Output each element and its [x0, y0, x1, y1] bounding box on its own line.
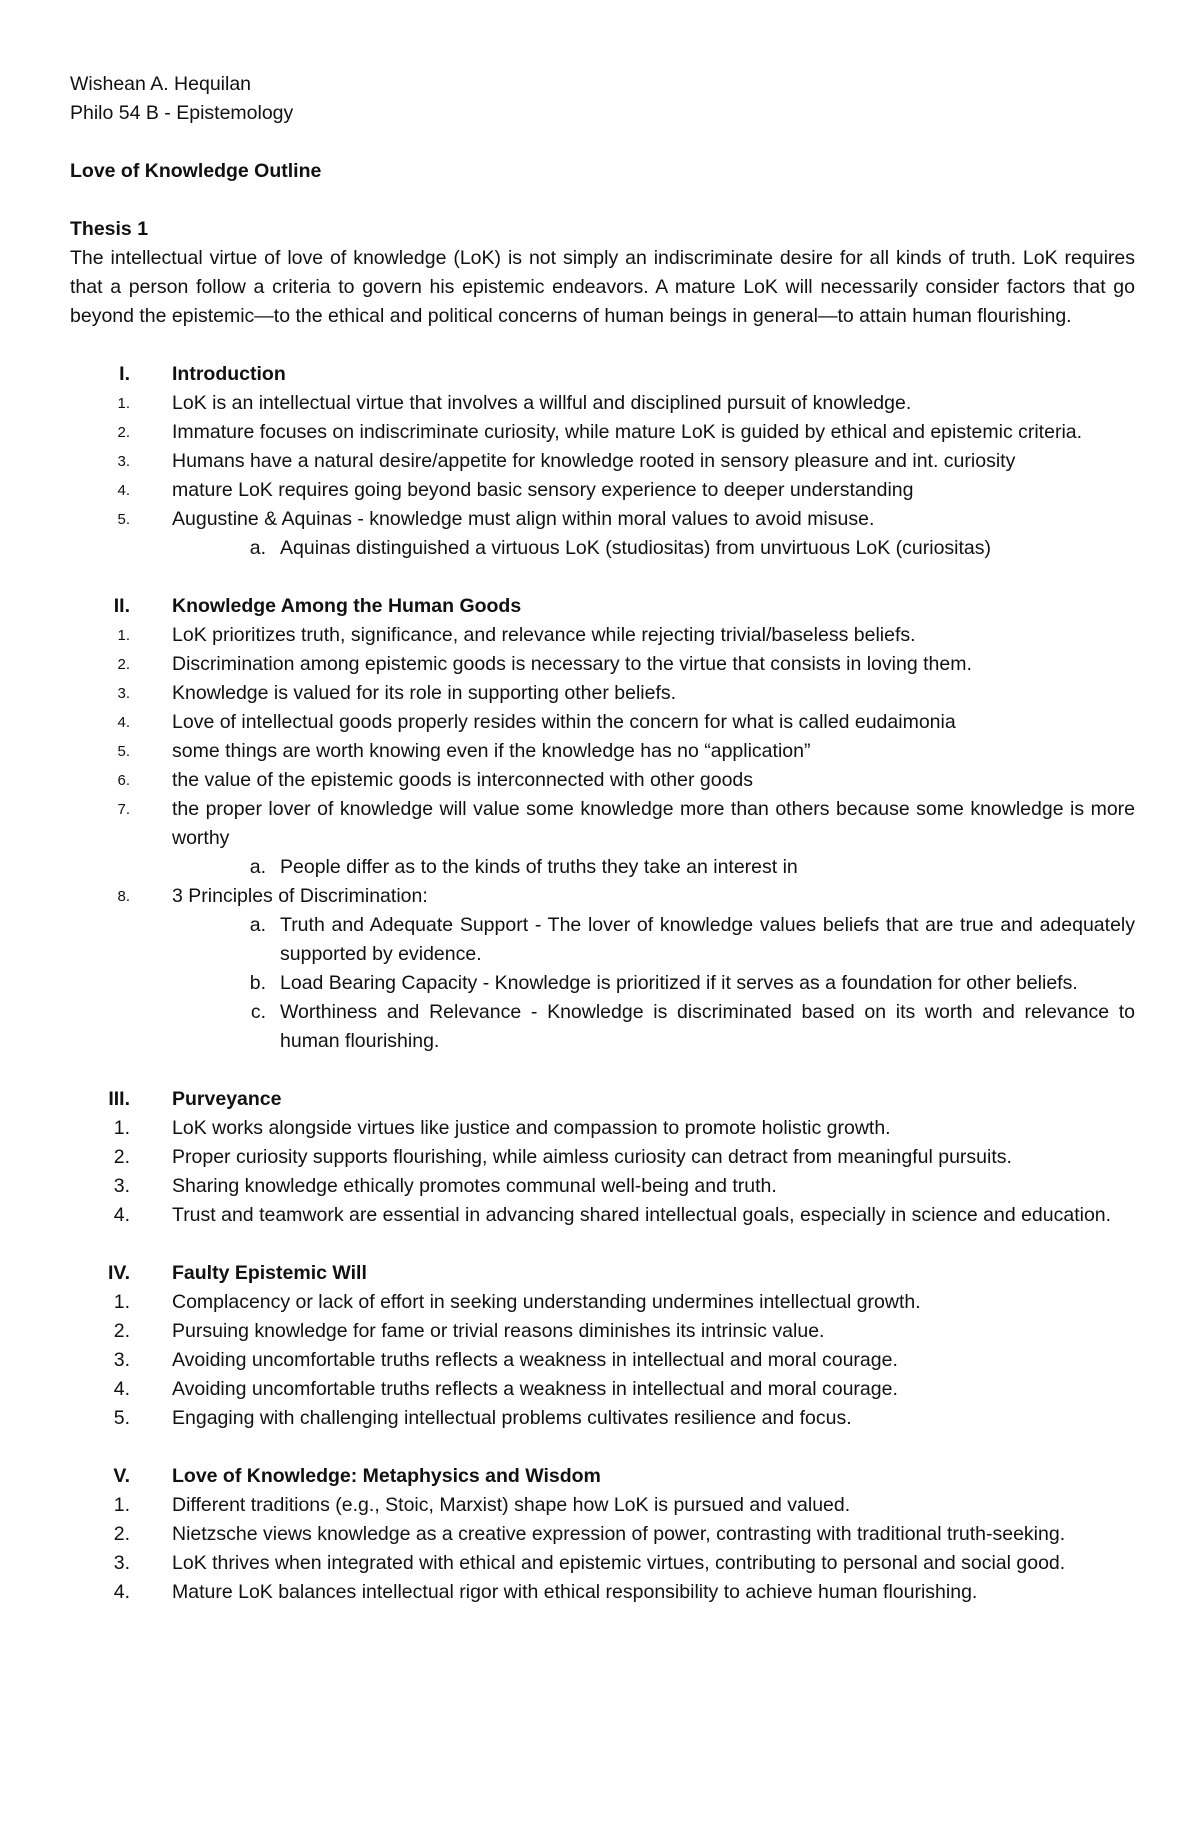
list-item: [70, 1288, 1135, 1317]
item-number: 2.: [113, 1523, 130, 1545]
section-title: Introduction: [172, 363, 286, 385]
item-body: [172, 679, 1135, 708]
sub-item-text: People differ as to the kinds of truths they take an interest in: [280, 856, 798, 878]
course-name: Philo 54 B - Epistemology: [70, 102, 294, 124]
item-number: 3.: [113, 1175, 130, 1197]
outline-sections: [70, 360, 1135, 1607]
item-body: [172, 1172, 1135, 1201]
item-body: [172, 1578, 1135, 1607]
section-heading: [70, 360, 1135, 389]
list-item: [70, 679, 1135, 708]
item-number: 3.: [113, 1552, 130, 1574]
sub-item-letter: c.: [250, 1001, 266, 1023]
sub-item-list: [70, 853, 1135, 882]
item-text: the value of the epistemic goods is interconnected with other goods: [172, 769, 754, 791]
thesis-heading: Thesis 1: [70, 218, 149, 240]
item-body: [172, 1114, 1135, 1143]
section-heading: [70, 592, 1135, 621]
item-body: [172, 1288, 1135, 1317]
section-title: Faulty Epistemic Will: [172, 1262, 367, 1284]
section-title: Purveyance: [172, 1088, 282, 1110]
thesis-text: The intellectual virtue of love of knowledge (LoK) is not simply an indiscriminate desire for all kinds of truth. LoK requires that a person follow a criteria to govern his epistemic endeavors. A mature LoK will necessarily consider factors that go beyond the epistemic—to the ethical and political concerns of human beings in general—to attain human flourishing.: [70, 247, 1135, 327]
item-body: [172, 737, 1135, 766]
item-number: 5.: [117, 743, 130, 760]
item-body: [172, 708, 1135, 737]
item-number: 2.: [117, 656, 130, 673]
item-number: 4.: [117, 714, 130, 731]
sub-item-list: [70, 911, 1135, 1056]
item-body: [172, 447, 1135, 476]
list-item: [70, 766, 1135, 795]
item-number: 4.: [113, 1378, 130, 1400]
item-body: [172, 1549, 1135, 1578]
author-name: Wishean A. Hequilan: [70, 73, 252, 95]
item-number: 6.: [117, 772, 130, 789]
list-item: [70, 1114, 1135, 1143]
sub-item-letter: a.: [249, 537, 266, 559]
item-body: [172, 650, 1135, 679]
item-number: 1.: [117, 627, 130, 644]
item-text: LoK works alongside virtues like justice and compassion to promote holistic growth.: [172, 1117, 891, 1139]
item-body: [172, 1317, 1135, 1346]
item-text: Sharing knowledge ethically promotes communal well-being and truth.: [172, 1175, 777, 1197]
item-number: 3.: [117, 453, 130, 470]
sub-item-text: Truth and Adequate Support - The lover of knowledge values beliefs that are true and adequately supported by evidence.: [280, 914, 1135, 965]
item-text: Humans have a natural desire/appetite for knowledge rooted in sensory pleasure and int. curiosity: [172, 450, 1016, 472]
item-text: Immature focuses on indiscriminate curiosity, while mature LoK is guided by ethical and epistemic criteria.: [172, 421, 1083, 443]
item-body: [172, 505, 1135, 534]
outline-section: [70, 1462, 1135, 1607]
item-body: [172, 389, 1135, 418]
item-number: 5.: [113, 1407, 130, 1429]
list-item: [70, 650, 1135, 679]
item-number: 1.: [113, 1291, 130, 1313]
list-item: [70, 447, 1135, 476]
item-text: Avoiding uncomfortable truths reflects a weakness in intellectual and moral courage.: [172, 1378, 898, 1400]
item-body: [172, 1520, 1135, 1549]
section-heading: [70, 1085, 1135, 1114]
section-numeral: I.: [119, 363, 130, 385]
item-text: Trust and teamwork are essential in advancing shared intellectual goals, especially in science and education.: [172, 1204, 1112, 1226]
section-numeral: III.: [108, 1088, 130, 1110]
item-text: Avoiding uncomfortable truths reflects a weakness in intellectual and moral courage.: [172, 1349, 898, 1371]
item-text: Knowledge is valued for its role in supporting other beliefs.: [172, 682, 677, 704]
list-item: [70, 1346, 1135, 1375]
sub-list-container: [70, 853, 1135, 882]
list-item: [70, 1404, 1135, 1433]
item-text: Proper curiosity supports flourishing, while aimless curiosity can detract from meaningful pursuits.: [172, 1146, 1012, 1168]
item-text: 3 Principles of Discrimination:: [172, 885, 428, 907]
item-number: 3.: [117, 685, 130, 702]
list-item: [70, 708, 1135, 737]
item-body: [172, 621, 1135, 650]
section-numeral: II.: [113, 595, 130, 617]
item-number: 4.: [117, 482, 130, 499]
item-number: 2.: [113, 1146, 130, 1168]
sub-list-item: [70, 853, 1135, 882]
document-title: Love of Knowledge Outline: [70, 160, 322, 182]
list-item: [70, 621, 1135, 650]
item-body: [172, 1491, 1135, 1520]
sub-list-item: [70, 969, 1135, 998]
sub-item-text: Load Bearing Capacity - Knowledge is prioritized if it serves as a foundation for other beliefs.: [280, 972, 1078, 994]
item-text: Engaging with challenging intellectual problems cultivates resilience and focus.: [172, 1407, 852, 1429]
list-item: [70, 505, 1135, 534]
list-item: [70, 418, 1135, 447]
section-item-list: [70, 1114, 1135, 1230]
list-item: [70, 389, 1135, 418]
list-item: [70, 1143, 1135, 1172]
item-text: Pursuing knowledge for fame or trivial reasons diminishes its intrinsic value.: [172, 1320, 825, 1342]
item-text: LoK is an intellectual virtue that involves a willful and disciplined pursuit of knowledge.: [172, 392, 912, 414]
list-item: [70, 476, 1135, 505]
item-body: [172, 1201, 1135, 1230]
item-body: [172, 1375, 1135, 1404]
item-text: Nietzsche views knowledge as a creative expression of power, contrasting with traditional truth-seeking.: [172, 1523, 1066, 1545]
item-text: Mature LoK balances intellectual rigor with ethical responsibility to achieve human flourishing.: [172, 1581, 978, 1603]
list-item: [70, 1491, 1135, 1520]
list-item: [70, 1549, 1135, 1578]
sub-list-container: [70, 911, 1135, 1056]
section-item-list: [70, 1491, 1135, 1607]
item-body: [172, 1346, 1135, 1375]
list-item: [70, 737, 1135, 766]
section-item-list: [70, 1288, 1135, 1433]
item-number: 5.: [117, 511, 130, 528]
list-item: [70, 1578, 1135, 1607]
item-text: the proper lover of knowledge will value some knowledge more than others because some knowledge is more worthy: [172, 798, 1135, 849]
item-text: Love of intellectual goods properly resides within the concern for what is called eudaimonia: [172, 711, 956, 733]
item-body: [172, 418, 1135, 447]
section-heading: [70, 1259, 1135, 1288]
sub-list-item: [70, 911, 1135, 969]
list-item: [70, 1520, 1135, 1549]
item-number: 8.: [117, 888, 130, 905]
sub-list-container: [70, 534, 1135, 563]
item-number: 1.: [117, 395, 130, 412]
item-text: Augustine & Aquinas - knowledge must align within moral values to avoid misuse.: [172, 508, 875, 530]
item-text: some things are worth knowing even if the knowledge has no “application”: [172, 740, 811, 762]
outline-section: [70, 592, 1135, 1085]
sub-item-letter: b.: [249, 972, 266, 994]
item-body: [172, 476, 1135, 505]
sub-item-letter: a.: [249, 856, 266, 878]
item-text: LoK thrives when integrated with ethical and epistemic virtues, contributing to personal and social good.: [172, 1552, 1066, 1574]
section-heading: [70, 1462, 1135, 1491]
list-item: [70, 1201, 1135, 1230]
item-number: 4.: [113, 1581, 130, 1603]
item-number: 3.: [113, 1349, 130, 1371]
item-text: Discrimination among epistemic goods is necessary to the virtue that consists in loving them.: [172, 653, 972, 675]
item-body: [172, 882, 1135, 911]
item-body: [172, 1143, 1135, 1172]
section-title: Love of Knowledge: Metaphysics and Wisdom: [172, 1465, 601, 1487]
document-page: [70, 70, 1135, 1607]
item-number: 1.: [113, 1494, 130, 1516]
outline-section: [70, 1085, 1135, 1259]
item-body: [172, 766, 1135, 795]
outline-section: [70, 360, 1135, 592]
item-number: 2.: [113, 1320, 130, 1342]
item-body: [172, 1404, 1135, 1433]
list-item: [70, 1317, 1135, 1346]
item-body: [172, 795, 1135, 853]
sub-item-list: [70, 534, 1135, 563]
sub-item-text: Worthiness and Relevance - Knowledge is discriminated based on its worth and relevance to human flourishing.: [280, 1001, 1135, 1052]
item-text: Different traditions (e.g., Stoic, Marxist) shape how LoK is pursued and valued.: [172, 1494, 851, 1516]
section-numeral: V.: [113, 1465, 130, 1487]
item-text: LoK prioritizes truth, significance, and relevance while rejecting trivial/baseless beliefs.: [172, 624, 916, 646]
item-text: Complacency or lack of effort in seeking understanding undermines intellectual growth.: [172, 1291, 921, 1313]
item-text: mature LoK requires going beyond basic sensory experience to deeper understanding: [172, 479, 914, 501]
item-number: 1.: [113, 1117, 130, 1139]
sub-item-letter: a.: [249, 914, 266, 936]
item-number: 2.: [117, 424, 130, 441]
section-title: Knowledge Among the Human Goods: [172, 595, 522, 617]
section-item-list: [70, 389, 1135, 563]
sub-item-text: Aquinas distinguished a virtuous LoK (studiositas) from unvirtuous LoK (curiositas): [280, 537, 992, 559]
item-number: 4.: [113, 1204, 130, 1226]
outline-section: [70, 1259, 1135, 1462]
list-item: [70, 882, 1135, 911]
list-item: [70, 1375, 1135, 1404]
list-item: [70, 795, 1135, 853]
list-item: [70, 1172, 1135, 1201]
item-number: 7.: [117, 801, 130, 818]
section-numeral: IV.: [107, 1262, 130, 1284]
sub-list-item: [70, 534, 1135, 563]
sub-list-item: [70, 998, 1135, 1056]
section-item-list: [70, 621, 1135, 1056]
